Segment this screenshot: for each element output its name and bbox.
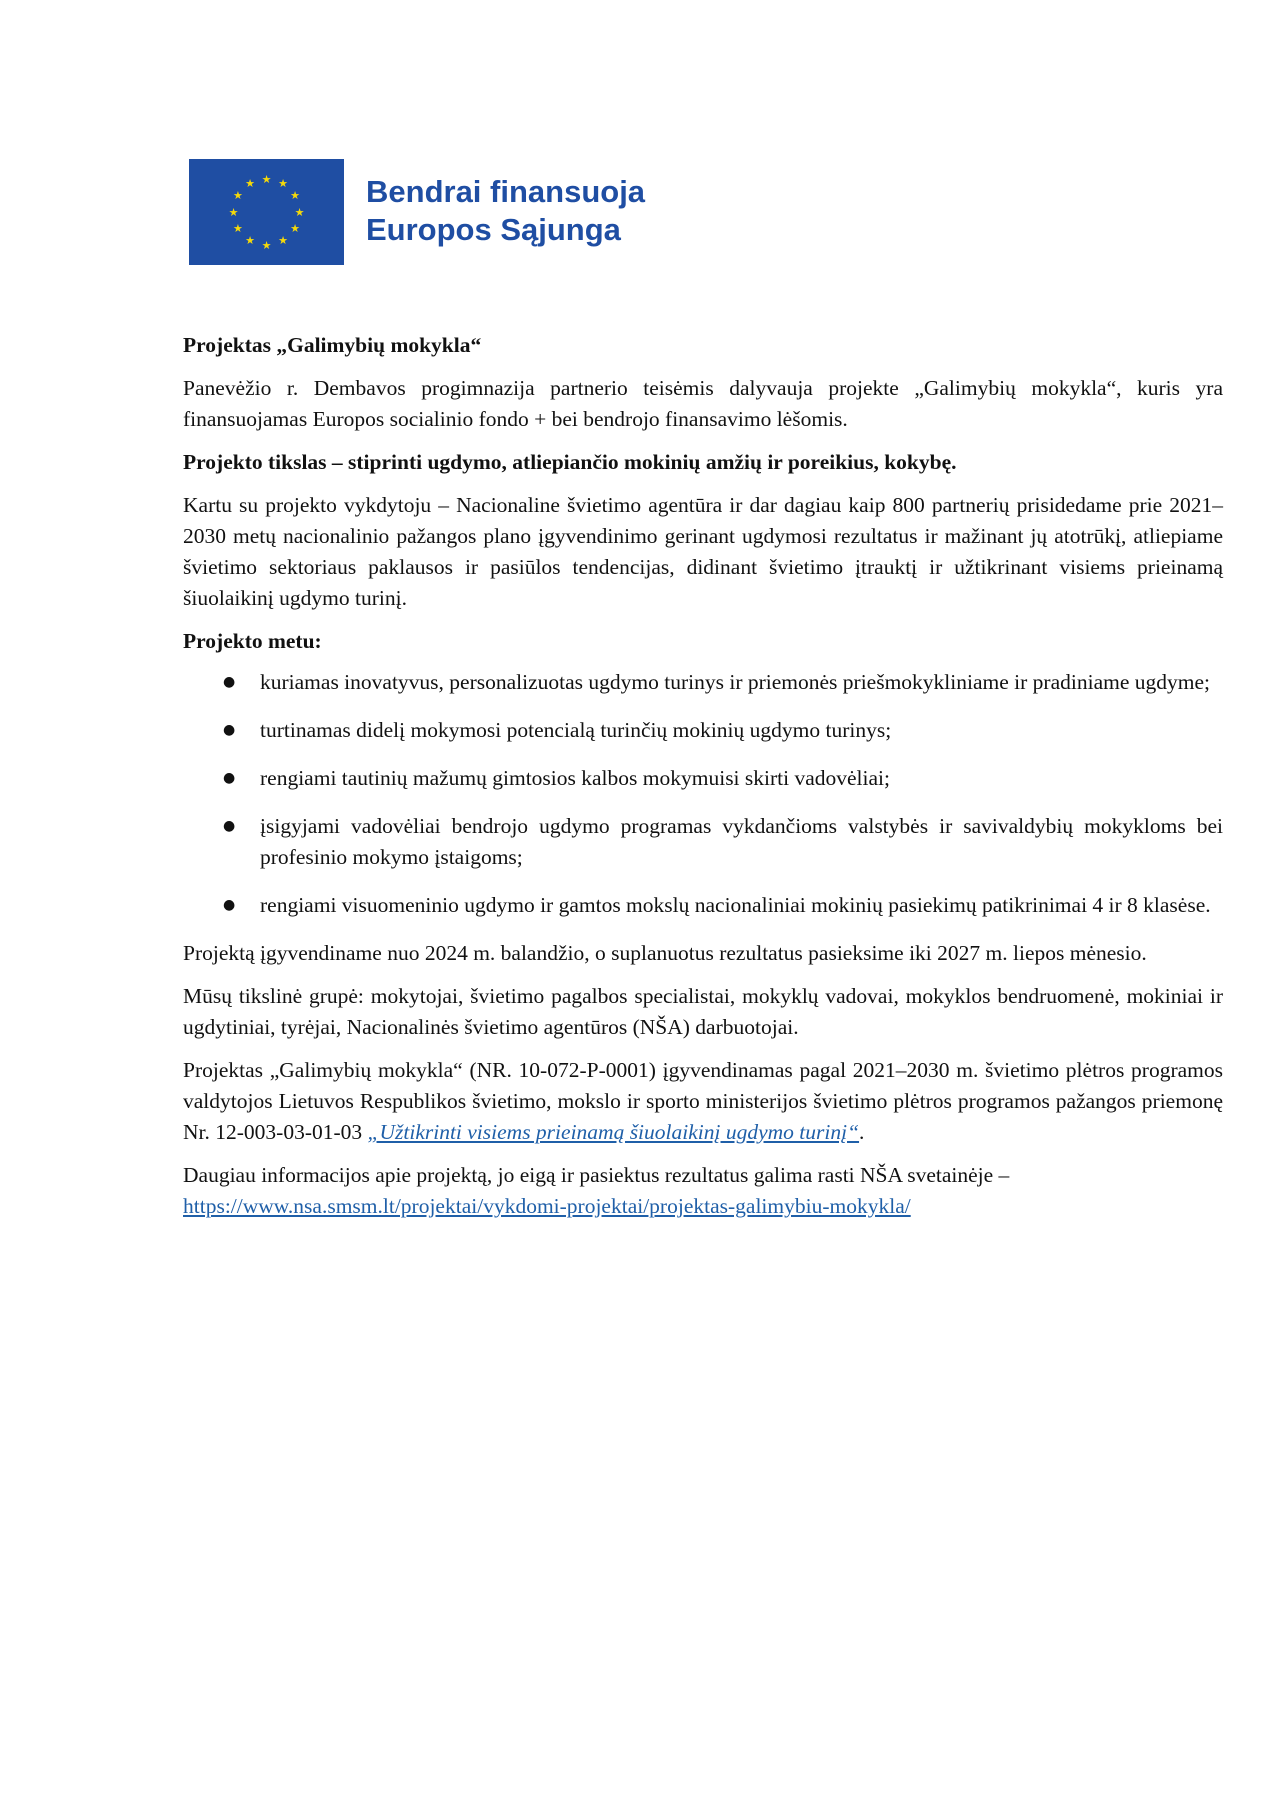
- star-icon: ★: [290, 222, 301, 235]
- star-icon: ★: [261, 238, 272, 252]
- list-item-text: rengiami visuomeninio ugdymo ir gamtos mokslų nacionaliniai mokinių pasiekimų patikrinimai 4 ir 8 klasėse.: [260, 893, 1211, 917]
- document-body: [183, 330, 1223, 1234]
- list-item: [183, 890, 1223, 921]
- star-icon: ★: [245, 234, 255, 248]
- list-item: [183, 811, 1223, 873]
- more-info-paragraph: [183, 1160, 1223, 1222]
- eu-flag-icon: [189, 159, 344, 265]
- target-group-paragraph: Mūsų tikslinė grupė: mokytojai, švietimo pagalbos specialistai, mokyklų vadovai, mokyklos bendruomenė, mokiniai ir ugdytiniai, tyrėjai, Nacionalinės švietimo agentūros (NŠA) darbuotojai.: [183, 984, 1223, 1039]
- together-paragraph: Kartu su projekto vykdytoju – Nacionaline švietimo agentūra ir dar dagiau kaip 800 partnerių prisidedame prie 2021–2030 metų nacionalinio pažangos plano įgyvendinimo gerinant ugdymosi rezultatus ir mažinant jų atotrūkį, atliepiame švietimo sektoriaus paklausos ir pasiūlos tendencijas, didinant švietimo įtrauktį ir užtikrinant visiems prieinamą šiuolaikinį ugdymo turinį.: [183, 493, 1223, 610]
- list-item-text: rengiami tautinių mažumų gimtosios kalbos mokymuisi skirti vadovėliai;: [260, 766, 890, 790]
- star-icon: ★: [232, 222, 243, 235]
- during-heading: Projekto metu:: [183, 629, 322, 653]
- logo-line-1: Bendrai finansuoja: [366, 174, 646, 209]
- logo-line-2: Europos Sąjunga: [366, 212, 621, 247]
- bullet-icon: ●: [223, 722, 236, 738]
- legal-text: Projektas „Galimybių mokykla“ (NR. 10-072-P-0001) įgyvendinamas pagal 2021–2030 m. švietimo plėtros programos valdytojos Lietuvos Respublikos švietimo, mokslo ir sporto ministerijos švietimo plėtros programos pažangos priemonę Nr. 12-003-03-01-03: [183, 1058, 1223, 1144]
- during-list: [183, 667, 1223, 921]
- list-item: [183, 667, 1223, 698]
- list-item-text: turtinamas didelį mokymosi potencialą turinčių mokinių ugdymo turinys;: [260, 718, 892, 742]
- intro-paragraph: Panevėžio r. Dembavos progimnazija partnerio teisėmis dalyvauja projekte „Galimybių mokykla“, kuris yra finansuojamas Europos socialinio fondo + bei bendrojo finansavimo lėšomis.: [183, 376, 1223, 431]
- bullet-icon: ●: [223, 770, 236, 786]
- star-icon: ★: [245, 176, 255, 190]
- star-icon: ★: [228, 205, 239, 219]
- project-goal: Projekto tikslas – stiprinti ugdymo, atliepiančio mokinių amžių ir poreikius, kokybę.: [183, 450, 957, 474]
- star-icon: ★: [278, 234, 288, 248]
- logo-text: [366, 173, 645, 249]
- bullet-icon: ●: [223, 897, 236, 913]
- more-info-text: Daugiau informacijos apie projektą, jo eigą ir pasiektus rezultatus galima rasti NŠA svetainėje –: [183, 1163, 1010, 1187]
- star-icon: ★: [232, 189, 243, 202]
- list-item-text: įsigyjami vadovėliai bendrojo ugdymo programas vykdančioms valstybės ir savivaldybių mokykloms bei profesinio mokymo įstaigoms;: [260, 814, 1223, 869]
- project-heading: Projektas „Galimybių mokykla“: [183, 333, 482, 357]
- star-icon: ★: [290, 189, 301, 202]
- measure-link[interactable]: „Užtikrinti visiems prieinamą šiuolaikinį ugdymo turinį“: [367, 1120, 860, 1144]
- timeline-paragraph: Projektą įgyvendiname nuo 2024 m. balandžio, o suplanuotus rezultatus pasieksime iki 2027 m. liepos mėnesio.: [183, 941, 1147, 965]
- list-item: [183, 715, 1223, 746]
- star-icon: ★: [261, 172, 272, 186]
- star-icon: ★: [294, 205, 305, 219]
- nsa-project-link[interactable]: https://www.nsa.smsm.lt/projektai/vykdomi-projektai/projektas-galimybiu-mokykla/: [183, 1194, 911, 1218]
- eu-cofunded-logo: [189, 159, 645, 265]
- star-icon: ★: [278, 176, 288, 190]
- list-item-text: kuriamas inovatyvus, personalizuotas ugdymo turinys ir priemonės priešmokykliniame ir pradiniame ugdyme;: [260, 670, 1210, 694]
- legal-paragraph: [183, 1055, 1223, 1148]
- legal-end: .: [859, 1120, 865, 1144]
- bullet-icon: ●: [223, 818, 236, 834]
- list-item: [183, 763, 1223, 794]
- bullet-icon: ●: [223, 674, 236, 690]
